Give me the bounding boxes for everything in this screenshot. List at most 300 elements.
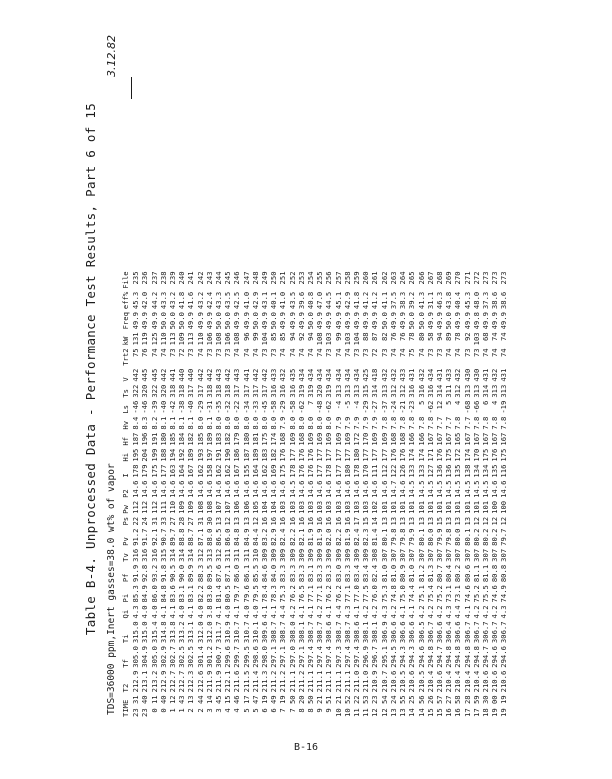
- table-cell: 311: [223, 548, 233, 562]
- table-cell: 314: [434, 384, 444, 398]
- table-cell: 432: [416, 368, 426, 382]
- table-cell: 3 45: [214, 695, 224, 713]
- table-cell: -32: [223, 400, 233, 414]
- table-cell: 103: [471, 332, 481, 346]
- column-header: kW: [121, 336, 130, 346]
- table-cell: 74: [241, 348, 251, 358]
- table-cell: 306.4: [444, 621, 454, 644]
- table-cell: 80.7: [434, 564, 444, 583]
- table-cell: 73.1: [453, 585, 463, 603]
- table-cell: 263: [388, 271, 398, 285]
- table-cell: 5 17: [241, 695, 251, 713]
- table-cell: 50.0: [177, 312, 187, 330]
- table-row: [232, 268, 241, 717]
- table-row: [426, 268, 435, 717]
- table-row: [177, 268, 186, 717]
- table-cell: 49.9: [287, 312, 297, 330]
- table-cell: 432: [379, 368, 389, 382]
- table-cell: 14.5: [416, 480, 426, 498]
- table-cell: 308.7: [278, 621, 288, 644]
- table-cell: 294.5: [388, 646, 398, 668]
- table-cell: 74: [158, 348, 168, 358]
- table-cell: 40.8: [306, 291, 316, 310]
- table-cell: 8.1: [177, 416, 187, 430]
- table-cell: 44.5: [324, 291, 334, 310]
- table-cell: 431: [480, 368, 490, 382]
- table-cell: 4.2: [425, 605, 435, 619]
- table-cell: 434: [306, 368, 316, 382]
- column-header: Ts: [121, 389, 130, 398]
- table-cell: 111: [370, 464, 380, 478]
- table-cell: 43.8: [444, 291, 454, 310]
- table-cell: 79.8: [388, 528, 398, 546]
- table-cell: 38.6: [499, 291, 509, 310]
- table-cell: 12 23: [370, 695, 380, 717]
- table-cell: -62: [425, 400, 435, 414]
- table-cell: 27: [186, 516, 196, 526]
- table-cell: 82.4: [278, 528, 288, 546]
- table-cell: 14.6: [186, 480, 196, 498]
- table-cell: 172: [352, 432, 362, 446]
- table-cell: 302.5: [186, 646, 196, 668]
- table-cell: 13: [214, 516, 224, 526]
- table-cell: 8.0: [250, 416, 260, 430]
- table-cell: 176: [398, 448, 408, 462]
- table-cell: 79.9: [434, 528, 444, 546]
- table-cell: 49.8: [471, 312, 481, 330]
- table-cell: 81.9: [306, 528, 316, 546]
- table-cell: 49.9: [131, 312, 141, 330]
- table-cell: 181: [250, 432, 260, 446]
- table-cell: 425: [361, 368, 371, 382]
- table-cell: 167: [499, 432, 509, 446]
- table-cell: 314: [480, 384, 490, 398]
- table-cell: 42.4: [204, 291, 214, 310]
- table-cell: 243: [204, 271, 214, 285]
- table-cell: 8 50: [306, 695, 316, 713]
- table-cell: 85.3: [131, 585, 141, 603]
- table-cell: 262: [379, 271, 389, 285]
- table-cell: 49.9: [490, 312, 500, 330]
- table-cell: 14.5: [434, 480, 444, 498]
- table-row: [463, 268, 472, 717]
- table-cell: 8.0: [269, 416, 279, 430]
- table-cell: 2 44: [195, 695, 205, 713]
- table-cell: 80.5: [223, 585, 233, 603]
- table-cell: -27: [370, 400, 380, 414]
- table-cell: 4.0: [195, 605, 205, 619]
- table-cell: 183: [214, 432, 224, 446]
- table-cell: 14.5: [425, 480, 435, 498]
- table-cell: 312: [398, 384, 408, 398]
- table-row: [324, 268, 333, 717]
- table-cell: 180: [241, 432, 251, 446]
- table-cell: 309: [269, 548, 279, 562]
- table-cell: 103: [324, 332, 334, 346]
- table-cell: 4.2: [490, 605, 500, 619]
- table-cell: 210.9: [370, 670, 380, 693]
- table-cell: -5: [342, 400, 352, 410]
- table-cell: 77.1: [315, 585, 325, 603]
- table-row: [251, 268, 260, 717]
- table-cell: 162: [260, 464, 270, 478]
- table-cell: 7.8: [453, 416, 463, 430]
- table-row: [472, 268, 481, 717]
- table-cell: 77.1: [306, 585, 316, 603]
- table-cell: 260: [361, 271, 371, 285]
- table-cell: 4.4: [333, 605, 343, 619]
- table-cell: 112: [379, 464, 389, 478]
- table-cell: 442: [260, 368, 270, 382]
- table-cell: 238: [158, 271, 168, 285]
- table-cell: 316: [149, 548, 159, 562]
- table-cell: 8 20: [296, 695, 306, 713]
- column-header: Ls: [121, 404, 130, 414]
- table-cell: 14.6: [223, 480, 233, 498]
- table-cell: 73: [168, 348, 178, 358]
- table-cell: 183: [260, 448, 270, 462]
- table-cell: 74: [333, 348, 343, 358]
- table-cell: 7.8: [388, 416, 398, 430]
- table-cell: 211.2: [269, 670, 279, 693]
- table-cell: 307: [425, 548, 435, 562]
- table-cell: 133: [407, 464, 417, 478]
- table-cell: 13: [453, 516, 463, 526]
- table-cell: 310.7: [241, 621, 251, 644]
- table-cell: 319: [306, 384, 316, 398]
- table-cell: 50.0: [306, 312, 316, 330]
- table-cell: 294.8: [453, 646, 463, 668]
- table-cell: 73: [425, 348, 435, 358]
- table-cell: 307: [434, 548, 444, 562]
- column-header: Tv: [121, 553, 130, 562]
- table-cell: 82.0: [324, 528, 334, 546]
- table-cell: 14.6: [361, 480, 371, 498]
- table-cell: 266: [416, 271, 426, 285]
- table-cell: 87.1: [195, 528, 205, 546]
- table-cell: 212.9: [158, 670, 168, 693]
- table-cell: 7.9: [342, 416, 352, 430]
- table-cell: 177: [324, 448, 334, 462]
- table-cell: 189: [204, 432, 214, 446]
- table-row: [288, 268, 297, 717]
- table-cell: 167: [425, 432, 435, 446]
- table-cell: 87: [370, 332, 380, 342]
- table-cell: 49.9: [453, 312, 463, 330]
- table-cell: 189: [186, 448, 196, 462]
- table-cell: 73: [214, 348, 224, 358]
- table-cell: 442: [204, 368, 214, 382]
- table-cell: 307: [398, 548, 408, 562]
- table-cell: 210.4: [444, 670, 454, 693]
- table-cell: 211.5: [241, 670, 251, 693]
- table-row: [352, 268, 361, 717]
- table-cell: 7.9: [278, 416, 288, 430]
- table-cell: 94: [434, 332, 444, 342]
- table-cell: 4.1: [352, 605, 362, 619]
- table-cell: 306.9: [379, 621, 389, 644]
- table-cell: 8.0: [223, 416, 233, 430]
- table-cell: 101: [398, 500, 408, 514]
- table-cell: 111: [158, 500, 168, 514]
- table-cell: 177: [287, 448, 297, 462]
- table-cell: 185: [168, 432, 178, 446]
- table-cell: 78.4: [260, 585, 270, 603]
- table-cell: 318: [177, 384, 187, 398]
- table-cell: 82.2: [287, 528, 297, 546]
- table-cell: 440: [177, 368, 187, 382]
- table-cell: 188: [158, 448, 168, 462]
- table-cell: 314: [177, 548, 187, 562]
- table-cell: 12: [223, 516, 233, 526]
- table-cell: 210.4: [453, 670, 463, 693]
- table-cell: 432: [490, 368, 500, 382]
- table-cell: 75.5: [480, 585, 490, 603]
- table-cell: 49.9: [342, 312, 352, 330]
- table-cell: 242: [195, 271, 205, 285]
- table-cell: 50.0: [379, 312, 389, 330]
- table-cell: 81.0: [407, 564, 417, 583]
- table-cell: 4.1: [260, 605, 270, 619]
- table-cell: 176: [278, 448, 288, 462]
- table-cell: 1 12: [168, 695, 178, 713]
- table-cell: 210.6: [499, 670, 509, 693]
- table-cell: 155: [241, 464, 251, 478]
- table-cell: 4.2: [287, 605, 297, 619]
- table-cell: 168: [398, 432, 408, 446]
- table-cell: 49.9: [425, 312, 435, 330]
- table-cell: 50.0: [444, 312, 454, 330]
- table-cell: 23 31: [131, 695, 141, 717]
- table-cell: 158: [204, 464, 214, 478]
- table-cell: 177: [158, 464, 168, 478]
- table-cell: 41.1: [379, 291, 389, 310]
- table-cell: 76.0: [370, 585, 380, 603]
- column-header: Hi: [121, 452, 130, 462]
- table-cell: 176: [306, 464, 316, 478]
- table-cell: 177: [342, 448, 352, 462]
- table-cell: 297.1: [278, 646, 288, 668]
- table-cell: 313: [352, 384, 362, 398]
- table-cell: 8.0: [287, 416, 297, 430]
- table-cell: 84.8: [232, 528, 242, 546]
- table-cell: 113: [168, 332, 178, 346]
- table-cell: 211.1: [315, 670, 325, 693]
- column-header: Ti: [121, 634, 130, 644]
- table-cell: 16: [306, 516, 316, 526]
- table-cell: 109: [177, 500, 187, 514]
- table-cell: 164: [250, 464, 260, 478]
- table-cell: 75: [131, 348, 141, 358]
- table-cell: 28: [177, 516, 187, 526]
- table-cell: 175: [499, 448, 509, 462]
- table-cell: 74: [490, 332, 500, 342]
- table-cell: 76: [398, 332, 408, 342]
- table-cell: 211.2: [296, 670, 306, 693]
- table-cell: 169: [287, 432, 297, 446]
- table-cell: 23 40: [140, 695, 150, 717]
- table-cell: 49.9: [398, 312, 408, 330]
- table-cell: 73: [204, 348, 214, 358]
- table-cell: 76.5: [296, 585, 306, 603]
- table-cell: 305.0: [131, 646, 141, 668]
- table-cell: 47.0: [315, 291, 325, 310]
- table-cell: 316: [269, 384, 279, 398]
- table-cell: 16: [342, 516, 352, 526]
- table-cell: 313: [490, 384, 500, 398]
- table-row: [361, 268, 370, 717]
- table-cell: 299.5: [241, 646, 251, 668]
- table-cell: 43.2: [195, 291, 205, 310]
- table-cell: 8.0: [260, 416, 270, 430]
- table-cell: 310.1: [250, 621, 260, 644]
- table-cell: 78.3: [269, 585, 279, 603]
- table-cell: 79.8: [398, 528, 408, 546]
- table-cell: 82.4: [370, 564, 380, 583]
- table-cell: 182: [223, 432, 233, 446]
- table-cell: 310: [250, 548, 260, 562]
- table-cell: 50.0: [223, 312, 233, 330]
- table-cell: 4.1: [407, 605, 417, 619]
- table-cell: -24: [388, 400, 398, 414]
- table-cell: -21: [398, 400, 408, 414]
- table-row: [159, 268, 168, 717]
- table-cell: 44.2: [149, 291, 159, 310]
- table-cell: 74: [388, 348, 398, 358]
- table-cell: 178: [287, 464, 297, 478]
- table-row: [214, 268, 223, 717]
- table-cell: 88.8: [177, 528, 187, 546]
- table-cell: 169: [370, 432, 380, 446]
- table-cell: 104: [352, 332, 362, 346]
- table-cell: 74: [416, 348, 426, 358]
- table-row: [315, 268, 324, 717]
- table-cell: 8.4: [131, 416, 141, 430]
- table-cell: 307: [480, 548, 490, 562]
- table-cell: 16: [287, 516, 297, 526]
- table-cell: 92.8: [140, 564, 150, 583]
- table-cell: 17 59: [471, 695, 481, 717]
- table-cell: 8.0: [195, 416, 205, 430]
- table-cell: 442: [158, 368, 168, 382]
- table-cell: 3.8: [204, 605, 214, 619]
- table-cell: 92: [296, 332, 306, 342]
- table-cell: 74.9: [499, 585, 509, 603]
- table-cell: 81.3: [425, 564, 435, 583]
- table-cell: 82: [379, 332, 389, 342]
- table-cell: 176: [490, 448, 500, 462]
- table-cell: 13: [416, 516, 426, 526]
- table-cell: 90.5: [168, 564, 178, 583]
- table-cell: 308: [370, 548, 380, 562]
- table-cell: 7.8: [379, 416, 389, 430]
- table-cell: 309: [296, 548, 306, 562]
- table-cell: 74: [499, 332, 509, 342]
- table-cell: 306.6: [388, 621, 398, 644]
- table-cell: 14.6: [342, 480, 352, 498]
- table-cell: 252: [287, 271, 297, 285]
- table-cell: 4.3: [342, 605, 352, 619]
- table-cell: 50.0: [269, 312, 279, 330]
- table-cell: 309: [306, 548, 316, 562]
- table-cell: 168: [296, 432, 306, 446]
- table-cell: 177: [370, 448, 380, 462]
- table-cell: 174: [462, 448, 472, 462]
- table-cell: 308.7: [333, 621, 343, 644]
- table-cell: 269: [444, 271, 454, 285]
- table-cell: -19: [499, 400, 509, 414]
- table-cell: 445: [140, 368, 150, 382]
- table-cell: 318: [204, 384, 214, 398]
- table-cell: 14.6: [158, 480, 168, 498]
- table-cell: 4.3: [131, 605, 141, 619]
- table-cell: -62: [324, 400, 334, 414]
- table-cell: 6 19: [260, 695, 270, 713]
- table-cell: 82.9: [269, 528, 279, 546]
- table-cell: 180: [352, 448, 362, 462]
- table-cell: 7: [306, 400, 316, 405]
- table-cell: 83.3: [324, 564, 334, 583]
- table-cell: 41.6: [186, 291, 196, 310]
- table-cell: 86.5: [214, 528, 224, 546]
- table-cell: 76.2: [287, 585, 297, 603]
- table-cell: 307: [490, 548, 500, 562]
- table-cell: 39.2: [407, 291, 417, 310]
- table-cell: 83.3: [315, 564, 325, 583]
- table-cell: 297.1: [269, 646, 279, 668]
- table-cell: 430: [462, 368, 472, 382]
- table-cell: 166: [416, 432, 426, 446]
- table-cell: 211.1: [333, 670, 343, 693]
- table-cell: 7.7: [444, 416, 454, 430]
- table-cell: 24: [140, 516, 150, 526]
- column-header: T2: [121, 683, 130, 693]
- table-cell: 91.7: [140, 528, 150, 546]
- table-cell: 315.4: [149, 621, 159, 644]
- table-cell: 313: [204, 548, 214, 562]
- table-cell: 6: [480, 400, 490, 405]
- table-cell: 50.0: [250, 312, 260, 330]
- table-cell: 49.9: [388, 312, 398, 330]
- table-cell: 84.0: [269, 564, 279, 583]
- table-cell: 134: [471, 464, 481, 478]
- table-row: [242, 268, 251, 717]
- table-cell: 103: [324, 500, 334, 514]
- table-cell: 167: [462, 432, 472, 446]
- table-cell: 4.2: [361, 605, 371, 619]
- table-cell: 299.6: [223, 646, 233, 668]
- table-cell: 442: [223, 368, 233, 382]
- table-row: [343, 268, 352, 717]
- table-cell: 4.4: [453, 605, 463, 619]
- table-cell: 314.8: [158, 621, 168, 644]
- column-header: I: [121, 473, 130, 478]
- table-cell: 5: [444, 400, 454, 405]
- table-cell: 4.3: [379, 605, 389, 619]
- table-cell: 178: [324, 464, 334, 478]
- table-cell: 49.9: [204, 312, 214, 330]
- table-cell: -29: [361, 400, 371, 414]
- table-cell: 434: [324, 368, 334, 382]
- table-cell: 176: [434, 448, 444, 462]
- table-cell: 81.9: [315, 528, 325, 546]
- table-row: [196, 268, 205, 717]
- table-cell: 8.0: [241, 416, 251, 430]
- table-row: [370, 268, 379, 717]
- table-row: [407, 268, 416, 717]
- table-cell: 175: [149, 464, 159, 478]
- table-cell: 74: [306, 348, 316, 358]
